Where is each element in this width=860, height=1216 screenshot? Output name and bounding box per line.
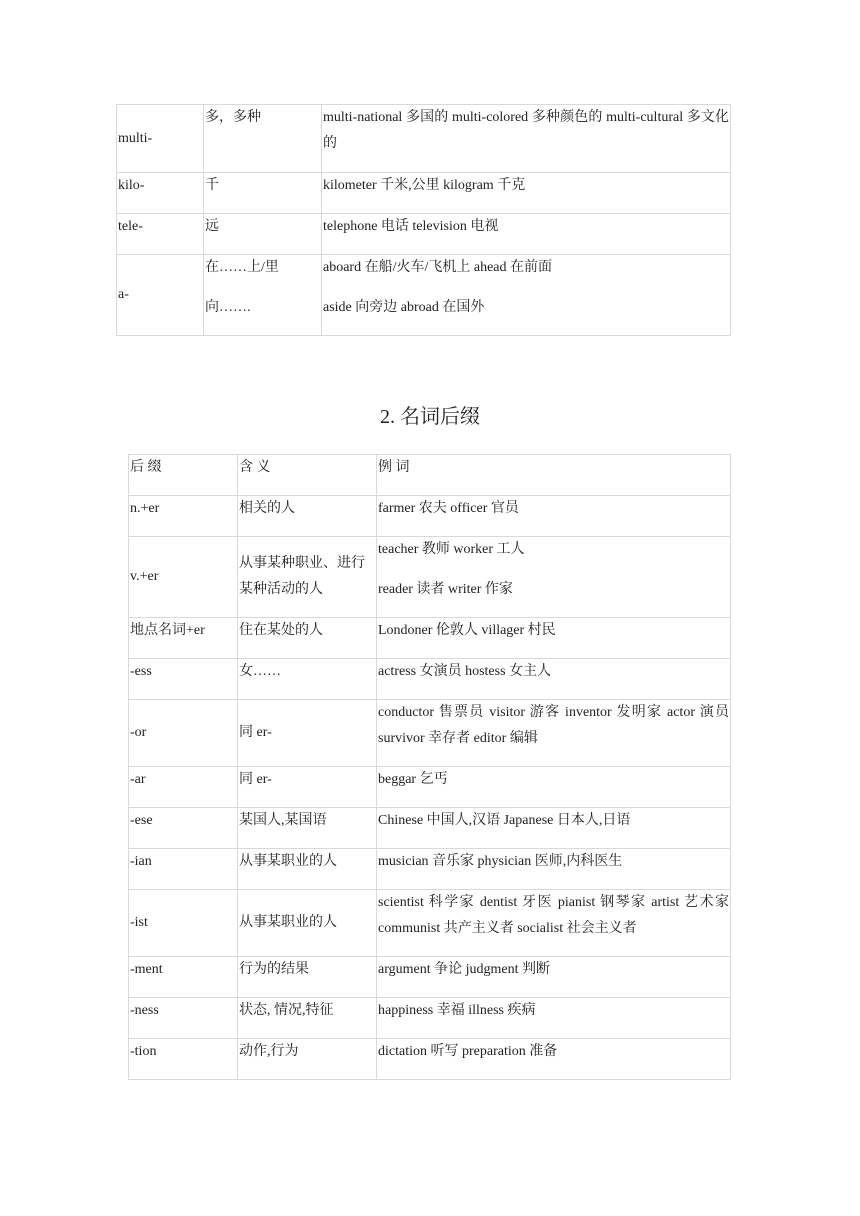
table-row [117, 173, 731, 214]
examples-cell: farmer 农夫 officer 官员 [377, 496, 731, 537]
meaning-cell: 行为的结果 [238, 957, 377, 998]
table-row [117, 255, 731, 336]
table-row [129, 957, 731, 998]
examples-cell [377, 537, 731, 618]
table-row [117, 214, 731, 255]
examples-cell: beggar 乞丐 [377, 767, 731, 808]
examples-cell: Londoner 伦敦人 villager 村民 [377, 618, 731, 659]
examples-cell: actress 女演员 hostess 女主人 [377, 659, 731, 700]
table-row [129, 998, 731, 1039]
meaning-line: 在……上/里 [205, 260, 279, 275]
examples-cell: Chinese 中国人,汉语 Japanese 日本人,日语 [377, 808, 731, 849]
suffix-table [128, 454, 731, 1080]
examples-line: teacher 教师 worker 工人 [378, 542, 525, 557]
suffix-cell: -tion [129, 1039, 238, 1080]
table-row [129, 808, 731, 849]
table-row [117, 105, 731, 173]
suffix-cell: -ness [129, 998, 238, 1039]
meaning-cell: 远 [204, 214, 322, 255]
table-row [129, 496, 731, 537]
meaning-cell: 状态, 情况,特征 [238, 998, 377, 1039]
section-heading: 2. 名词后缀 [380, 406, 480, 428]
suffix-cell: -ese [129, 808, 238, 849]
examples-cell: argument 争论 judgment 判断 [377, 957, 731, 998]
examples-cell: telephone 电话 television 电视 [322, 214, 731, 255]
examples-cell: multi-national 多国的 multi-colored 多种颜色的 multi-cultural 多文化的 [322, 105, 731, 173]
examples-line: aboard 在船/火车/飞机上 ahead 在前面 [323, 260, 553, 275]
examples-cell: scientist 科学家 dentist 牙医 pianist 钢琴家 artist 艺术家 communist 共产主义者 socialist 社会主义者 [377, 890, 731, 957]
meaning-cell: 某国人,某国语 [238, 808, 377, 849]
table-row [129, 537, 731, 618]
suffix-cell: v.+er [129, 537, 238, 618]
suffix-cell: -or [129, 700, 238, 767]
meaning-cell: 多，多种 [204, 105, 322, 173]
table-row [129, 618, 731, 659]
header-suffix: 后 缀 [129, 455, 238, 496]
table-row [129, 849, 731, 890]
suffix-cell: 地点名词+er [129, 618, 238, 659]
suffix-cell: -ist [129, 890, 238, 957]
header-meaning: 含 义 [238, 455, 377, 496]
examples-line: reader 读者 writer 作家 [378, 582, 513, 597]
prefix-cell: kilo- [117, 173, 204, 214]
meaning-cell: 动作,行为 [238, 1039, 377, 1080]
meaning-cell: 住在某处的人 [238, 618, 377, 659]
meaning-cell: 从事某职业的人 [238, 849, 377, 890]
prefix-cell: tele- [117, 214, 204, 255]
suffix-cell: n.+er [129, 496, 238, 537]
header-examples: 例 词 [377, 455, 731, 496]
meaning-cell: 千 [204, 173, 322, 214]
examples-cell [322, 255, 731, 336]
meaning-cell: 同 er- [238, 767, 377, 808]
meaning-line: 向……. [205, 300, 251, 315]
meaning-cell: 从事某种职业、进行某种活动的人 [238, 537, 377, 618]
meaning-cell: 相关的人 [238, 496, 377, 537]
suffix-cell: -ment [129, 957, 238, 998]
examples-cell: kilometer 千米,公里 kilogram 千克 [322, 173, 731, 214]
examples-cell: happiness 幸福 illness 疾病 [377, 998, 731, 1039]
examples-cell: conductor 售票员 visitor 游客 inventor 发明家 actor 演员 survivor 幸存者 editor 编辑 [377, 700, 731, 767]
meaning-cell: 从事某职业的人 [238, 890, 377, 957]
suffix-cell: -ess [129, 659, 238, 700]
meaning-cell: 女…… [238, 659, 377, 700]
meaning-cell [204, 255, 322, 336]
prefix-cell: multi- [117, 105, 204, 173]
table-header-row [129, 455, 731, 496]
prefix-table [116, 104, 731, 336]
examples-cell: dictation 听写 preparation 准备 [377, 1039, 731, 1080]
table-row [129, 890, 731, 957]
suffix-cell: -ian [129, 849, 238, 890]
meaning-cell: 同 er- [238, 700, 377, 767]
table-row [129, 1039, 731, 1080]
suffix-cell: -ar [129, 767, 238, 808]
table-row [129, 700, 731, 767]
examples-line: aside 向旁边 abroad 在国外 [323, 300, 485, 315]
prefix-cell: a- [117, 255, 204, 336]
table-row [129, 659, 731, 700]
examples-cell: musician 音乐家 physician 医师,内科医生 [377, 849, 731, 890]
table-row [129, 767, 731, 808]
